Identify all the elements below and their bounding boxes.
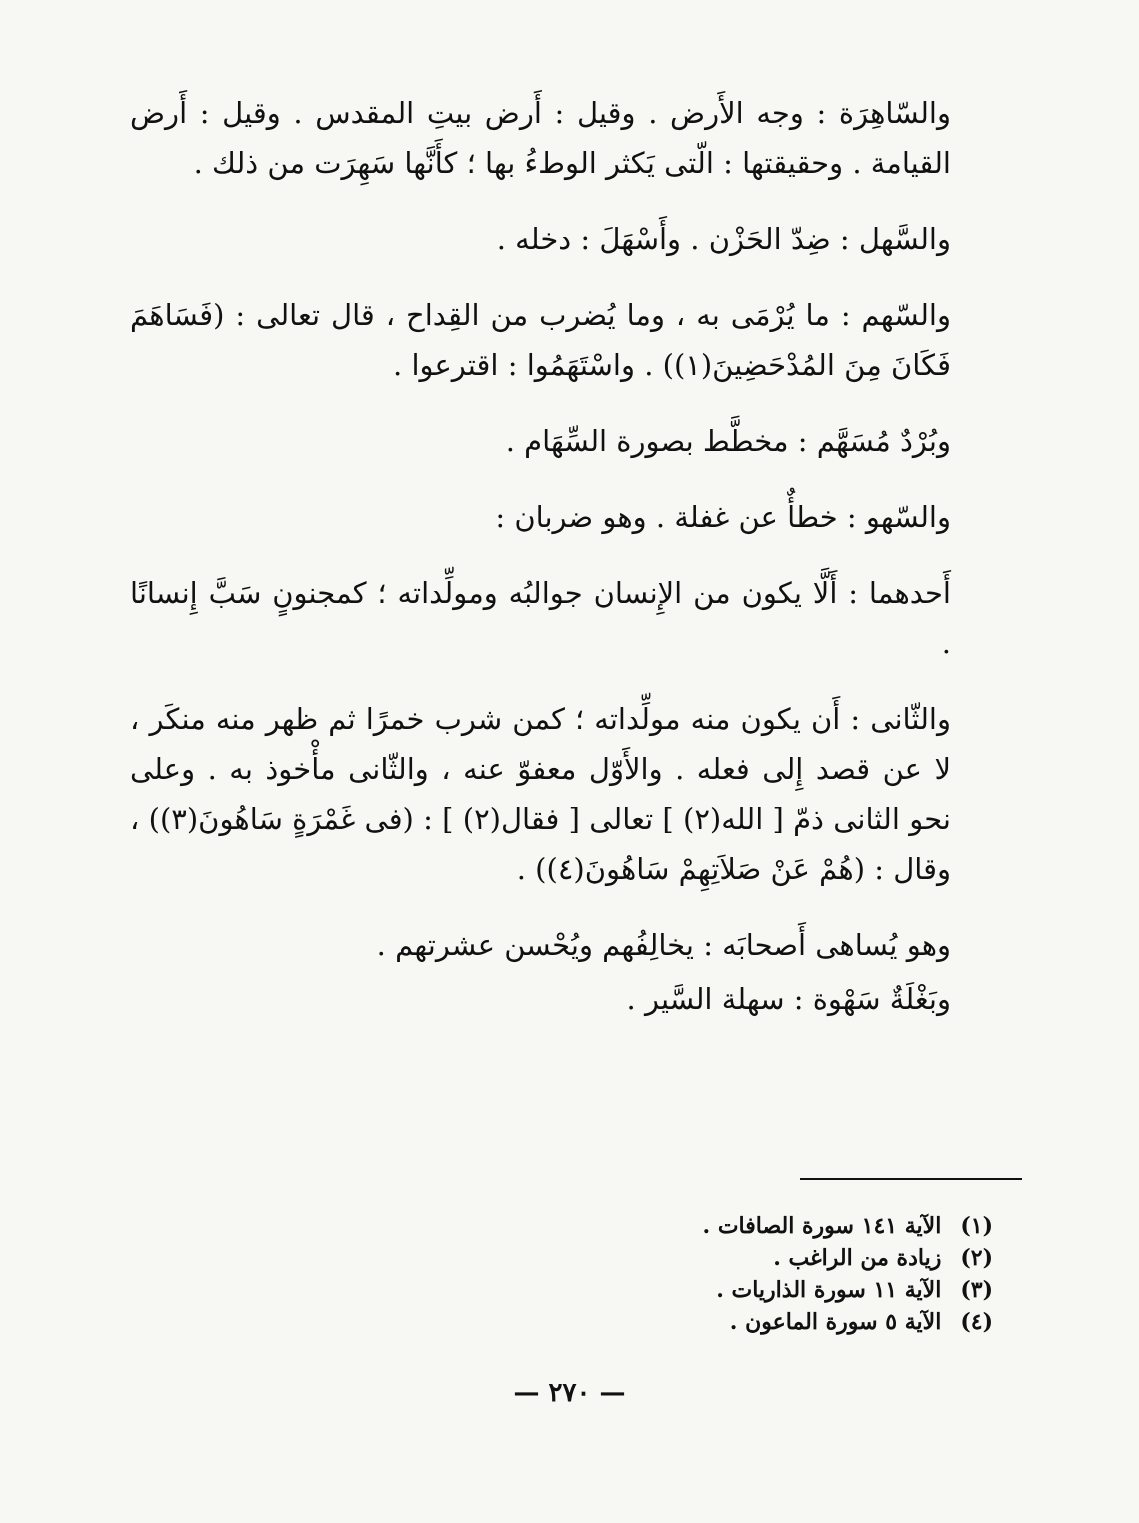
paragraph-ahaduhuma: أَحدهما : أَلَّا يكون من الإِنسان جوالبُه ومولِّداته ؛ كمجنونٍ سَبَّ إِنسانًا . (130, 576, 951, 660)
paragraph-sahl: والسَّهل : ضِدّ الحَزْن . وأَسْهَلَ : دخله . (496, 222, 951, 256)
paragraph-baghla: وبَغْلَةٌ سَهْوة : سهلة السَّير . (626, 982, 951, 1016)
footnote-separator (800, 1178, 1022, 1180)
footnote-text: الآية ٥ سورة الماعون . (729, 1309, 942, 1335)
footnote-number: (١) (960, 1213, 993, 1239)
main-text (130, 88, 1011, 1050)
footnote-text: زيادة من الراغب . (773, 1245, 942, 1271)
paragraph-thani: والثّانى : أَن يكون منه مولِّداته ؛ كمن شرب خمرًا ثم ظهر منه منكَر ، لا عن قصد إِلى فعله . والأَوّل معفوّ عنه ، والثّانى مأْخوذ به . وعلى نحو الثانى ذمّ [ الله(٢) ] تعالى [ فقال(٢) ] : (فى غَمْرَةٍ سَاهُونَ(٣)) ، وقال : (هُمْ عَنْ صَلاَتِهِمْ سَاهُونَ(٤)) . (130, 702, 951, 886)
footnote-number: (٤) (960, 1309, 993, 1335)
paragraph-sahira: والسّاهِرَة : وجه الأَرض . وقيل : أَرض بيتِ المقدس . وقيل : أَرض القيامة . وحقيقتها : الّتى يَكثر الوطءُ بها ؛ كأَنَّها سَهِرَت من ذلك . (130, 96, 951, 180)
footnote-text: الآية ١١ سورة الذاريات . (716, 1277, 942, 1303)
footnote-item (493, 1306, 993, 1338)
footnote-item (493, 1274, 993, 1306)
footnote-text: الآية ١٤١ سورة الصافات . (702, 1213, 942, 1239)
footnote-item (493, 1242, 993, 1274)
footnote-number: (٣) (960, 1277, 993, 1303)
page-number: — ٢٧٠ — (513, 1378, 626, 1408)
footnotes (493, 1210, 993, 1338)
paragraph-burd: وبُرْدٌ مُسَهَّم : مخطَّط بصورة السِّهَام . (505, 424, 951, 458)
footnote-number: (٢) (960, 1245, 993, 1271)
paragraph-sahm: والسّهم : ما يُرْمَى به ، وما يُضرب من القِداح ، قال تعالى : (فَسَاهَمَ فَكَانَ مِنَ المُدْحَضِينَ(١)) . واسْتَهَمُوا : اقترعوا . (130, 298, 951, 382)
paragraph-yusahi: وهو يُساهى أَصحابَه : يخالِفُهم ويُحْسن عشرتهم . (376, 928, 951, 962)
paragraph-sahw: والسّهو : خطأٌ عن غفلة . وهو ضربان : (495, 500, 951, 534)
footnote-item (493, 1210, 993, 1242)
